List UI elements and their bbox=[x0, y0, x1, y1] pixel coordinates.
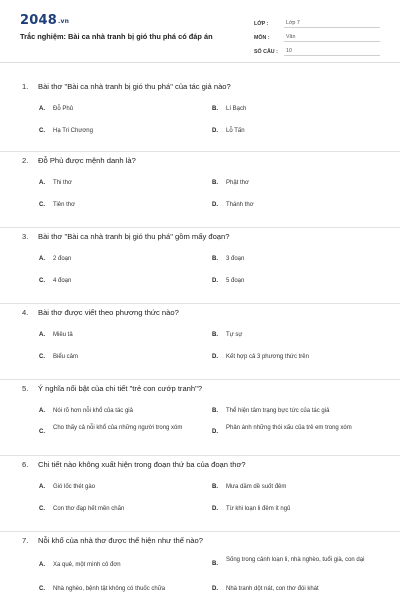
meta-row-grade bbox=[254, 14, 380, 28]
option-c[interactable] bbox=[39, 505, 199, 514]
option-letter: B. bbox=[212, 484, 218, 490]
option-d[interactable] bbox=[212, 424, 372, 433]
option-b[interactable] bbox=[212, 105, 372, 114]
option-a[interactable] bbox=[39, 179, 199, 188]
option-letter: D. bbox=[212, 429, 218, 435]
option-d[interactable] bbox=[212, 201, 372, 210]
meta-label: SỐ CÂU : bbox=[254, 49, 278, 55]
option-text: Gió lốc thét gào bbox=[53, 484, 96, 490]
option-letter: B. bbox=[212, 332, 218, 338]
question-7 bbox=[0, 532, 400, 600]
option-letter: D. bbox=[212, 202, 218, 208]
question-list bbox=[0, 78, 400, 600]
question-prompt: Bài thơ "Bài ca nhà tranh bị gió thu phá" gồm mấy đoạn? bbox=[38, 232, 230, 241]
question-prompt: Ý nghĩa nổi bật của chi tiết "trẻ con cướp tranh"? bbox=[38, 384, 203, 393]
question-number: 1. bbox=[22, 82, 29, 91]
option-text: Nhà nghèo, bệnh tật không có thuốc chữa bbox=[53, 586, 166, 592]
option-d[interactable] bbox=[212, 127, 372, 136]
option-letter: A. bbox=[39, 408, 45, 414]
option-text: Con thơ đạp hết mền chăn bbox=[53, 506, 125, 512]
option-d[interactable] bbox=[212, 353, 372, 362]
logo-text: 2048 bbox=[20, 13, 57, 28]
option-a[interactable] bbox=[39, 483, 199, 492]
option-c[interactable] bbox=[39, 201, 199, 210]
option-text: Cho thấy cả nỗi khổ của những người trong xóm bbox=[53, 425, 183, 431]
option-text: Thi thơ bbox=[53, 180, 72, 186]
option-letter: C. bbox=[39, 586, 45, 592]
option-letter: B. bbox=[212, 408, 218, 414]
option-a[interactable] bbox=[39, 105, 199, 114]
option-letter: A. bbox=[39, 562, 45, 568]
option-text: 4 đoạn bbox=[53, 278, 72, 284]
option-text: 5 đoạn bbox=[226, 278, 245, 284]
question-text bbox=[22, 460, 246, 469]
option-letter: D. bbox=[212, 354, 218, 360]
option-d[interactable] bbox=[212, 277, 372, 286]
question-3 bbox=[0, 228, 400, 304]
option-a[interactable] bbox=[39, 255, 199, 264]
question-number: 7. bbox=[22, 536, 29, 545]
option-letter: C. bbox=[39, 202, 45, 208]
question-text bbox=[22, 156, 136, 165]
option-b[interactable] bbox=[212, 407, 372, 416]
option-text: Xa quê, một mình cô đơn bbox=[53, 562, 121, 568]
option-a[interactable] bbox=[39, 407, 199, 416]
question-2 bbox=[0, 152, 400, 228]
option-letter: B. bbox=[212, 180, 218, 186]
quiz-meta bbox=[254, 14, 380, 56]
option-b[interactable] bbox=[212, 556, 372, 565]
option-text: Lỗ Tấn bbox=[226, 128, 245, 134]
option-text: Từ khi loạn li đêm ít ngủ bbox=[226, 506, 291, 512]
option-c[interactable] bbox=[39, 424, 199, 433]
option-text: Hạ Tri Chương bbox=[53, 128, 93, 134]
option-letter: C. bbox=[39, 429, 45, 435]
option-text: Thánh thơ bbox=[226, 202, 254, 208]
page-header bbox=[0, 0, 400, 63]
option-text: Phản ánh những thói xấu của trẻ em trong xóm bbox=[226, 425, 352, 431]
option-text: Kết hợp cả 3 phương thức trên bbox=[226, 354, 309, 360]
option-letter: B. bbox=[212, 561, 218, 567]
question-text bbox=[22, 232, 229, 241]
question-number: 3. bbox=[22, 232, 29, 241]
option-c[interactable] bbox=[39, 353, 199, 362]
option-letter: B. bbox=[212, 106, 218, 112]
option-b[interactable] bbox=[212, 255, 372, 264]
option-text: Thể hiện tâm trạng bực tức của tác giả bbox=[226, 408, 330, 414]
quiz-title: Trắc nghiệm: Bài ca nhà tranh bị gió thu phá có đáp án bbox=[20, 32, 213, 41]
option-letter: A. bbox=[39, 180, 45, 186]
question-text bbox=[22, 308, 179, 317]
meta-row-count bbox=[254, 42, 380, 56]
meta-row-subject bbox=[254, 28, 380, 42]
site-logo[interactable] bbox=[20, 13, 69, 28]
option-text: Phật thơ bbox=[226, 180, 249, 186]
option-text: Biểu cảm bbox=[53, 354, 79, 360]
meta-value: 10 bbox=[284, 48, 380, 56]
option-text: Nhà tranh dột nát, con thơ đói khát bbox=[226, 586, 319, 592]
option-a[interactable] bbox=[39, 331, 199, 340]
question-prompt: Bài thơ "Bài ca nhà tranh bị gió thu phá" của tác giả nào? bbox=[38, 82, 231, 91]
option-letter: A. bbox=[39, 106, 45, 112]
meta-label: LỚP : bbox=[254, 21, 269, 27]
question-prompt: Bài thơ được viết theo phương thức nào? bbox=[38, 308, 179, 317]
option-text: Nói rõ hơn nỗi khổ của tác giả bbox=[53, 408, 133, 414]
meta-label: MÔN : bbox=[254, 35, 270, 41]
question-number: 6. bbox=[22, 460, 29, 469]
option-letter: C. bbox=[39, 506, 45, 512]
option-b[interactable] bbox=[212, 331, 372, 340]
option-text: Tiên thơ bbox=[53, 202, 76, 208]
option-text: Miêu tả bbox=[53, 332, 73, 338]
question-text bbox=[22, 384, 202, 393]
option-letter: D. bbox=[212, 586, 218, 592]
question-number: 5. bbox=[22, 384, 29, 393]
meta-value: Văn bbox=[284, 34, 380, 42]
option-c[interactable] bbox=[39, 127, 199, 136]
option-d[interactable] bbox=[212, 505, 372, 514]
question-prompt: Chi tiết nào không xuất hiện trong đoạn thứ ba của đoạn thơ? bbox=[38, 460, 246, 469]
option-c[interactable] bbox=[39, 277, 199, 286]
option-letter: A. bbox=[39, 332, 45, 338]
option-c[interactable] bbox=[39, 585, 199, 594]
meta-value: Lớp 7 bbox=[284, 20, 380, 28]
option-a[interactable] bbox=[39, 561, 199, 570]
question-6 bbox=[0, 456, 400, 532]
option-b[interactable] bbox=[212, 179, 372, 188]
option-letter: C. bbox=[39, 128, 45, 134]
option-text: Lí Bạch bbox=[226, 106, 247, 112]
option-letter: A. bbox=[39, 256, 45, 262]
option-text: Sống trong cảnh loạn li, nhà nghèo, tuổi già, con dại bbox=[226, 557, 365, 563]
option-text: Đỗ Phủ bbox=[53, 106, 74, 112]
option-letter: D. bbox=[212, 278, 218, 284]
option-text: 2 đoạn bbox=[53, 256, 72, 262]
option-text: Tự sự bbox=[226, 332, 243, 338]
logo-tld: .vn bbox=[57, 18, 70, 25]
question-number: 4. bbox=[22, 308, 29, 317]
option-text: 3 đoạn bbox=[226, 256, 245, 262]
option-letter: C. bbox=[39, 354, 45, 360]
option-d[interactable] bbox=[212, 585, 372, 594]
question-1 bbox=[0, 78, 400, 152]
question-prompt: Nỗi khổ của nhà thơ được thể hiện như thế nào? bbox=[38, 536, 203, 545]
option-letter: C. bbox=[39, 278, 45, 284]
option-letter: D. bbox=[212, 506, 218, 512]
option-letter: D. bbox=[212, 128, 218, 134]
question-prompt: Đỗ Phủ được mệnh danh là? bbox=[38, 156, 136, 165]
option-letter: B. bbox=[212, 256, 218, 262]
option-b[interactable] bbox=[212, 483, 372, 492]
option-letter: A. bbox=[39, 484, 45, 490]
question-5 bbox=[0, 380, 400, 456]
question-text bbox=[22, 82, 231, 91]
option-text: Mưa dầm dề suốt đêm bbox=[226, 484, 287, 490]
question-4 bbox=[0, 304, 400, 380]
question-text bbox=[22, 536, 203, 545]
question-number: 2. bbox=[22, 156, 29, 165]
